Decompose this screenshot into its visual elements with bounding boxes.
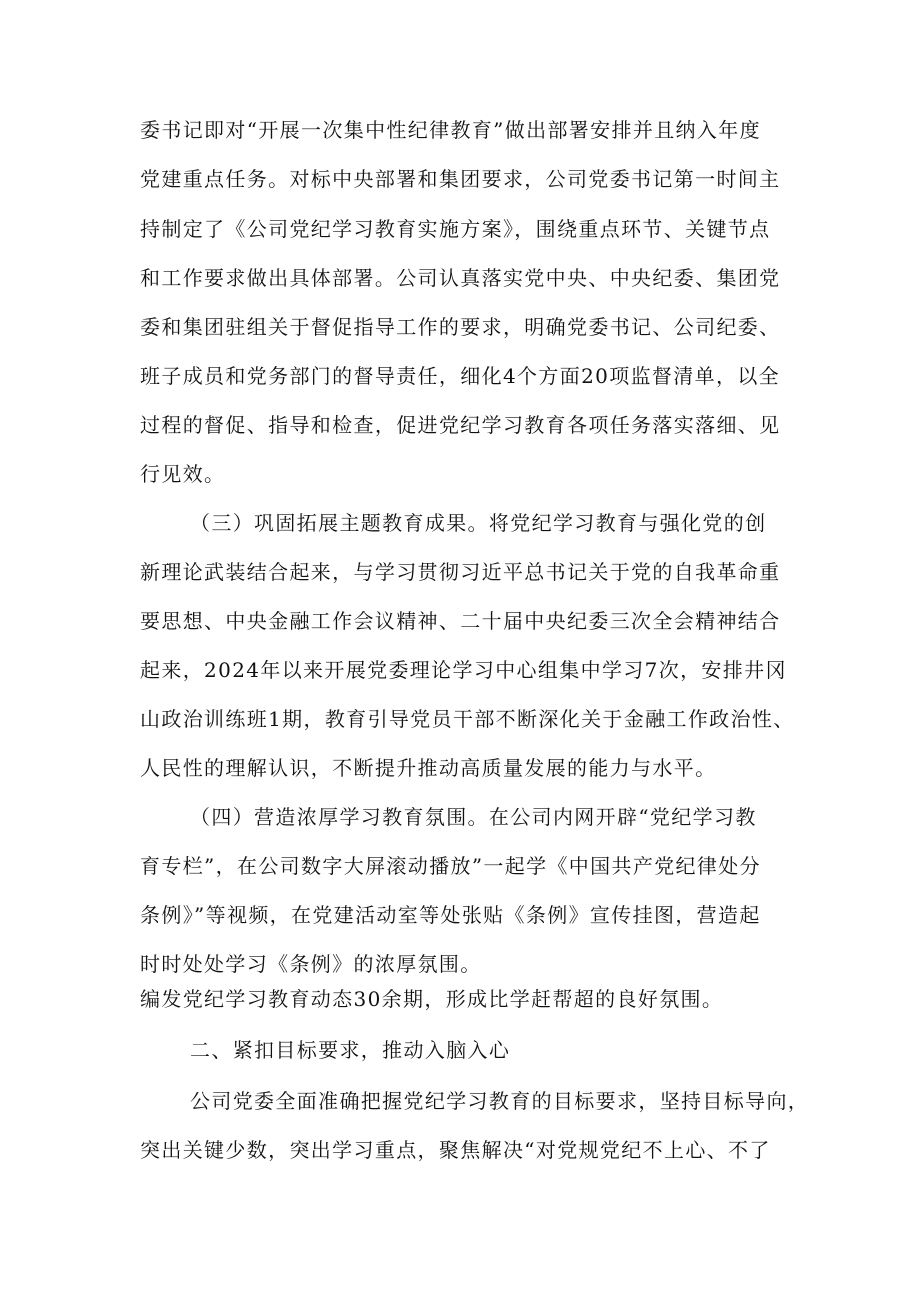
paragraph-line: 过程的督促、指导和检查，促进党纪学习教育各项任务落实落细、见 [140, 413, 781, 437]
paragraph-line: 起来，2024年以来开展党委理论学习中心组集中学习7次，安排井冈 [140, 658, 787, 682]
section-three-heading-line: （三）巩固拓展主题教育成果。将党纪学习教育与强化党的创 [190, 511, 767, 535]
section-heading: 二、紧扣目标要求，推动入脑入心 [190, 1038, 511, 1062]
paragraph-line: 党建重点任务。对标中央部署和集团要求，公司党委书记第一时间主 [140, 167, 781, 191]
paragraph-line: 条例》”等视频，在党建活动室等处张贴《条例》宣传挂图，营造起 [140, 903, 761, 927]
paragraph-line: 持制定了《公司党纪学习教育实施方案》，围绕重点环节、关键节点 [140, 217, 771, 241]
paragraph-line: 突出关键少数，突出学习重点，聚焦解决“对党规党纪不上心、不了 [140, 1138, 771, 1162]
paragraph-line: 要思想、中央金融工作会议精神、二十届中央纪委三次全会精神结合 [140, 609, 781, 633]
paragraph-line: 委书记即对“开展一次集中性纪律教育”做出部署安排并且纳入年度 [140, 118, 761, 142]
paragraph-line: 育专栏”，在公司数字大屏滚动播放”一起学《中国共产党纪律处分 [140, 854, 761, 878]
paragraph-line: 和工作要求做出具体部署。公司认真落实党中央、中央纪委、集团党 [140, 266, 781, 290]
paragraph-line: 委和集团驻组关于督促指导工作的要求，明确党委书记、公司纪委、 [140, 315, 781, 339]
paragraph-line: 新理论武装结合起来，与学习贯彻习近平总书记关于党的自我革命重 [140, 560, 781, 584]
paragraph-line: 公司党委全面准确把握党纪学习教育的目标要求，坚持目标导向， [190, 1089, 810, 1113]
paragraph-line: 编发党纪学习教育动态30余期，形成比学赶帮超的良好氛围。 [140, 987, 724, 1011]
paragraph-line: 山政治训练班1期，教育引导党员干部不断深化关于金融工作政治性、 [140, 707, 795, 731]
paragraph-line: 人民性的理解认识，不断提升推动高质量发展的能力与水平。 [140, 756, 717, 780]
paragraph-line: 时时处处学习《条例》的浓厚氛围。 [140, 952, 482, 976]
paragraph-line: 行见效。 [140, 462, 226, 486]
section-four-heading-line: （四）营造浓厚学习教育氛围。在公司内网开辟“党纪学习教 [190, 805, 757, 829]
paragraph-line: 班子成员和党务部门的督导责任，细化4个方面20项监督清单，以全 [140, 364, 781, 388]
